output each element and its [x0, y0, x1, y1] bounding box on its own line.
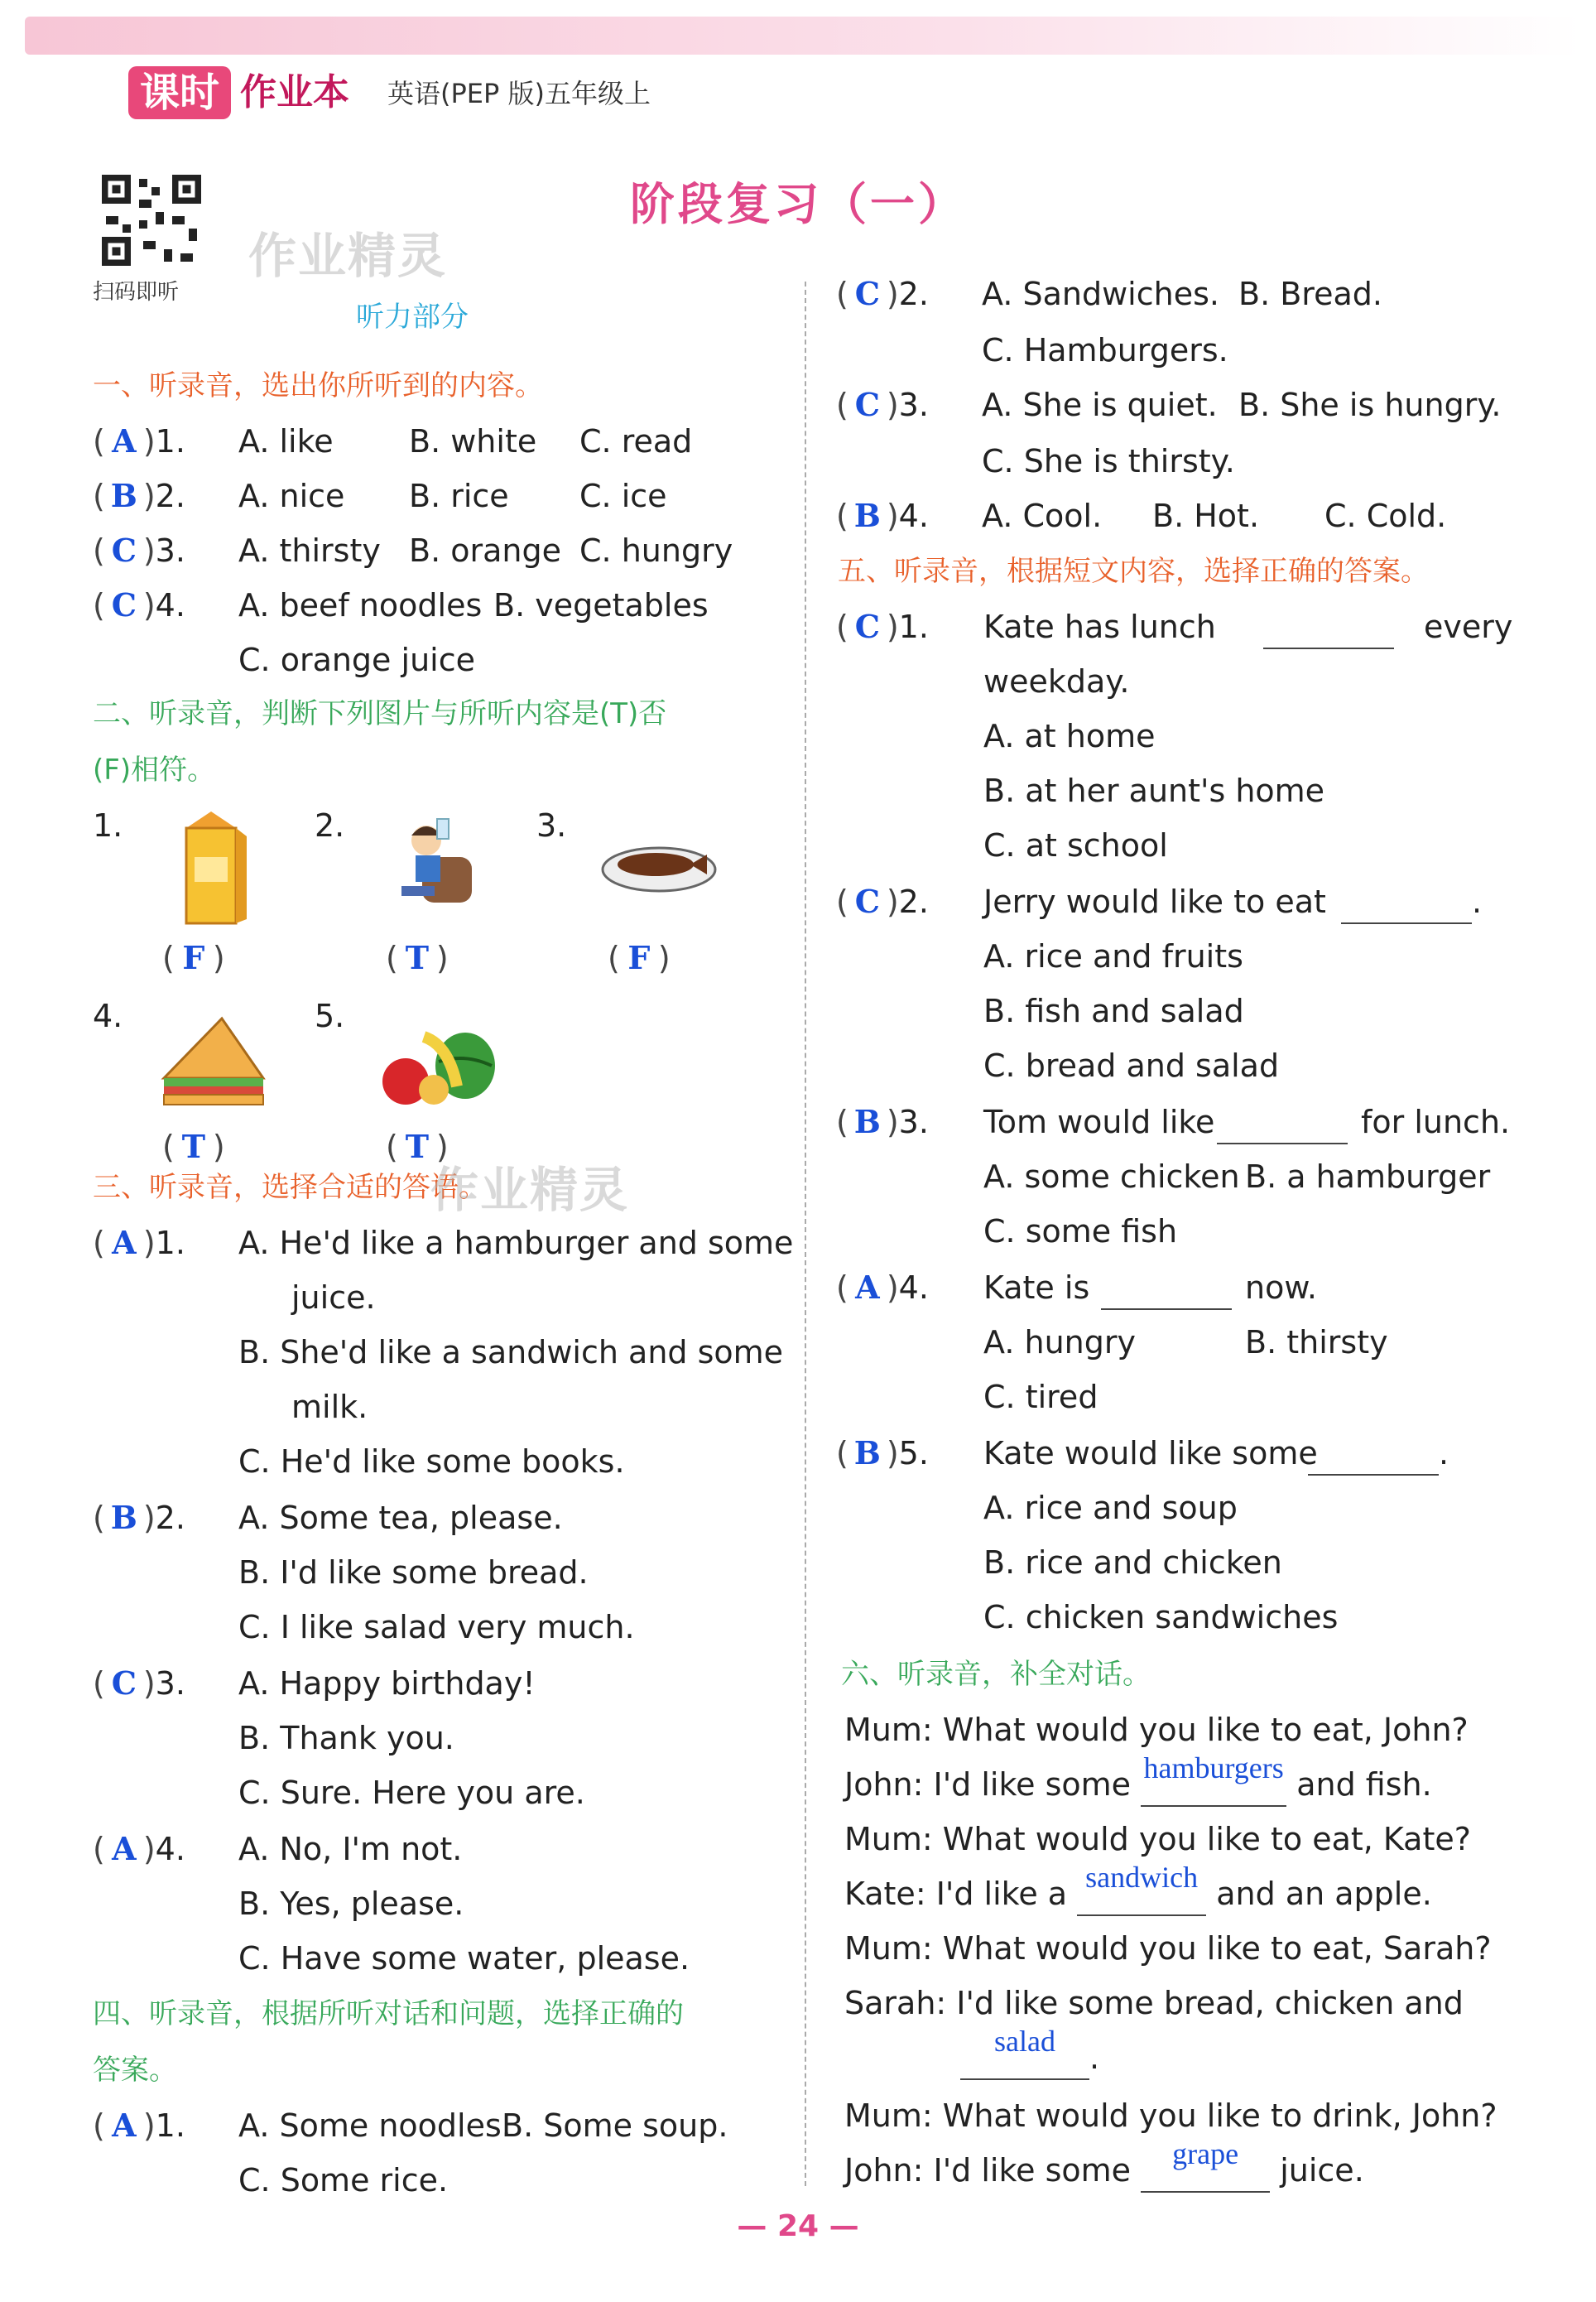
- option-c: C. I like salad very much.: [238, 1609, 635, 1645]
- part2-heading-2: (F)相符。: [93, 754, 216, 787]
- option-a: A. beef noodles: [238, 587, 483, 624]
- part6-heading: 六、听录音，补全对话。: [841, 1658, 1151, 1691]
- option-a: A. Some tea, please.: [238, 1500, 563, 1536]
- option-a: A. rice and fruits: [983, 938, 1243, 975]
- option-a: A. some chicken: [983, 1158, 1240, 1195]
- part5-item: ( C )1.: [836, 608, 929, 645]
- option-a: A. Sandwiches.: [982, 276, 1219, 312]
- qr-caption: 扫码即听: [93, 280, 180, 305]
- option-c: C. Have some water, please.: [238, 1940, 690, 1977]
- question-text: weekday.: [983, 663, 1130, 700]
- option-c: C. some fish: [983, 1213, 1178, 1250]
- option-a: A. No, I'm not.: [238, 1831, 463, 1867]
- option-b: B. She'd like a sandwich and some: [238, 1334, 784, 1370]
- part4-heading: 四、听录音，根据所听对话和问题，选择正确的: [93, 1997, 684, 2030]
- fruits-icon: [374, 1020, 498, 1111]
- part4-item: ( C )2.: [836, 275, 929, 312]
- watermark-2: 作业精灵: [430, 1162, 630, 1218]
- option-b: B. a hamburger: [1245, 1158, 1491, 1195]
- option-a: A. rice and soup: [983, 1490, 1238, 1526]
- part3-item: ( C )3.: [93, 1664, 185, 1702]
- part1-item: ( B )2.: [93, 477, 185, 514]
- part1-heading: 一、听录音，选出你所听到的内容。: [93, 369, 543, 402]
- option-c: C. Some rice.: [238, 2162, 449, 2198]
- pic-number: 5.: [315, 998, 345, 1034]
- blank: [1263, 606, 1394, 649]
- fill-blank[interactable]: grape: [1141, 2150, 1270, 2193]
- question-text: for lunch.: [1361, 1104, 1511, 1140]
- part2-answer: ( F ): [608, 939, 671, 976]
- page-number: — 24 —: [737, 2209, 859, 2243]
- dialogue-line: Mum: What would you like to eat, John?: [844, 1712, 1469, 1748]
- option-b: B. Some soup.: [502, 2107, 728, 2144]
- brand-subtitle: 作业本: [240, 71, 349, 113]
- fill-blank[interactable]: salad: [960, 2037, 1089, 2080]
- dialogue-line: Mum: What would you like to eat, Sarah?: [844, 1930, 1492, 1967]
- option-c: C. She is thirsty.: [982, 443, 1235, 479]
- part1-item: ( C )3.: [93, 532, 185, 569]
- part2-answer: ( T ): [162, 1128, 225, 1165]
- subject-label: 英语(PEP 版)五年级上: [387, 78, 651, 109]
- pic-number: 3.: [536, 807, 567, 844]
- dialogue-line: Mum: What would you like to drink, John?: [844, 2097, 1497, 2134]
- dialogue-line: Mum: What would you like to eat, Kate?: [844, 1821, 1471, 1857]
- option-a: A. at home: [983, 718, 1156, 754]
- blank: [1217, 1101, 1348, 1144]
- part3-item: ( A )1.: [93, 1224, 185, 1261]
- option-b: B. thirsty: [1245, 1324, 1388, 1360]
- part5-item: ( C )2.: [836, 883, 929, 920]
- pic-number: 2.: [315, 807, 345, 844]
- sandwich-icon: [156, 1012, 272, 1111]
- dialogue-line: John: I'd like some grape juice.: [844, 2150, 1364, 2193]
- option-b: B. rice and chicken: [983, 1544, 1282, 1581]
- thirsty-boy-icon: [389, 816, 480, 915]
- dialogue-line: salad .: [960, 2037, 1099, 2080]
- option-b: B. fish and salad: [983, 993, 1244, 1029]
- option-c: C. ice: [579, 478, 667, 514]
- brand-logo: 课时: [128, 66, 231, 119]
- part3-item: ( A )4.: [93, 1830, 185, 1867]
- option-b: B. Hot.: [1152, 498, 1260, 534]
- part4-item: ( C )3.: [836, 386, 929, 423]
- option-c: C. Hamburgers.: [982, 332, 1228, 368]
- option-c: C. hungry: [579, 532, 733, 569]
- part3-item: ( B )2.: [93, 1499, 185, 1536]
- option-c: C. Sure. Here you are.: [238, 1775, 585, 1811]
- fill-blank[interactable]: sandwich: [1077, 1873, 1206, 1916]
- pic-number: 4.: [93, 998, 123, 1034]
- option-a: A. Happy birthday!: [238, 1665, 536, 1702]
- column-divider: [805, 282, 806, 2186]
- question-text: Kate has lunch: [983, 609, 1216, 645]
- question-text: Kate would like some: [983, 1435, 1318, 1471]
- page-title: 阶段复习（一）: [630, 178, 966, 230]
- option-b: B. Bread.: [1238, 276, 1382, 312]
- option-c: C. chicken sandwiches: [983, 1599, 1339, 1635]
- option-a: A. like: [238, 423, 334, 460]
- option-c: C. orange juice: [238, 642, 475, 678]
- option-b: B. vegetables: [493, 587, 709, 624]
- option-a-cont: juice.: [291, 1279, 376, 1316]
- option-a: A. She is quiet.: [982, 387, 1218, 423]
- part5-item: ( B )3.: [836, 1103, 929, 1140]
- part2-answer: ( F ): [162, 939, 225, 976]
- option-b: B. I'd like some bread.: [238, 1554, 589, 1591]
- blank: .: [1341, 881, 1482, 924]
- dialogue-line: Kate: I'd like a sandwich and an apple.: [844, 1873, 1432, 1916]
- part3-heading: 三、听录音，选择合适的答语。: [93, 1171, 487, 1204]
- option-a: A. nice: [238, 478, 345, 514]
- part4-item: ( A )1.: [93, 2107, 185, 2144]
- question-text: Kate is: [983, 1269, 1090, 1306]
- option-b: B. Thank you.: [238, 1720, 454, 1756]
- listening-label: 听力部分: [356, 301, 469, 334]
- blank: [1101, 1267, 1232, 1310]
- option-a: A. thirsty: [238, 532, 381, 569]
- option-c: C. Cold.: [1324, 498, 1447, 534]
- option-c: C. tired: [983, 1379, 1098, 1415]
- dialogue-line: Sarah: I'd like some bread, chicken and: [844, 1985, 1464, 2021]
- question-text: now.: [1245, 1269, 1318, 1306]
- option-b: B. Yes, please.: [238, 1885, 464, 1922]
- part5-heading: 五、听录音，根据短文内容，选择正确的答案。: [838, 555, 1429, 588]
- part4-item: ( B )4.: [836, 497, 929, 534]
- option-b: B. orange: [409, 532, 561, 569]
- option-a: A. Some noodles.: [238, 2107, 512, 2144]
- fish-plate-icon: [601, 836, 717, 894]
- watermark: 作业精灵: [248, 228, 448, 284]
- question-text: every: [1424, 609, 1513, 645]
- part5-item: ( A )4.: [836, 1269, 929, 1306]
- option-b: B. at her aunt's home: [983, 773, 1325, 809]
- part2-heading: 二、听录音，判断下列图片与所听内容是(T)否: [93, 697, 667, 730]
- pic-number: 1.: [93, 807, 123, 844]
- option-a: A. Cool.: [982, 498, 1103, 534]
- part1-item: ( A )1.: [93, 421, 185, 462]
- part2-answer: ( T ): [386, 939, 449, 976]
- blank: .: [1308, 1433, 1449, 1476]
- option-c: C. read: [579, 423, 693, 460]
- option-c: C. at school: [983, 827, 1168, 864]
- milk-carton-icon: [174, 811, 248, 927]
- fill-blank[interactable]: hamburgers: [1141, 1764, 1286, 1807]
- option-a: A. hungry: [983, 1324, 1136, 1360]
- header-band: [25, 17, 1581, 55]
- option-b: B. She is hungry.: [1238, 387, 1502, 423]
- option-b: B. rice: [409, 478, 509, 514]
- dialogue-line: John: I'd like some hamburgers and fish.: [844, 1764, 1432, 1807]
- question-text: Jerry would like to eat: [983, 884, 1326, 920]
- part1-item: ( C )4.: [93, 586, 185, 624]
- answer: A: [112, 422, 137, 460]
- option-c: C. He'd like some books.: [238, 1443, 625, 1480]
- part2-answer: ( T ): [386, 1128, 449, 1165]
- option-a: A. He'd like a hamburger and some: [238, 1225, 794, 1261]
- part4-heading-2: 答案。: [93, 2054, 177, 2087]
- part5-item: ( B )5.: [836, 1434, 929, 1471]
- question-text: Tom would like: [983, 1104, 1215, 1140]
- option-b-cont: milk.: [291, 1389, 368, 1425]
- option-c: C. bread and salad: [983, 1047, 1280, 1084]
- option-b: B. white: [409, 423, 537, 460]
